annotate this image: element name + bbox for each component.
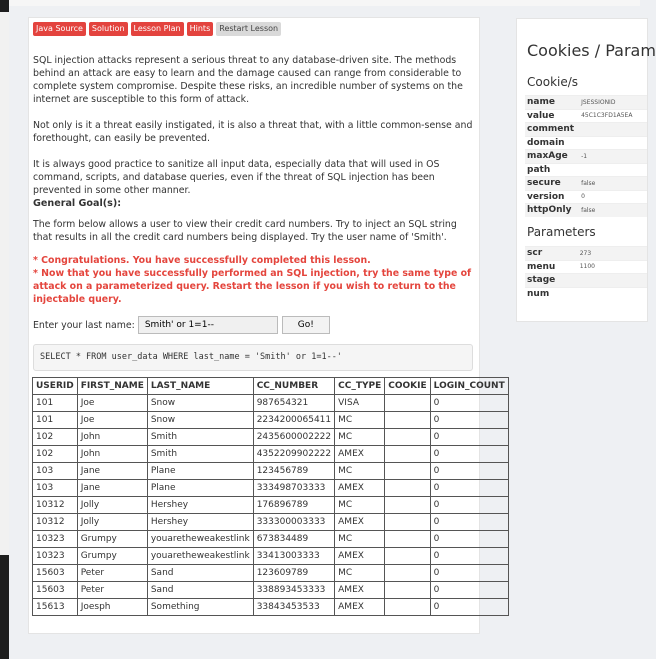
table-cell: 102	[33, 429, 78, 446]
kv-key: value	[525, 109, 578, 123]
column-header: COOKIE	[385, 378, 430, 395]
kv-value: false	[578, 177, 647, 191]
table-cell: 0	[430, 497, 508, 514]
kv-key: menu	[525, 260, 577, 274]
table-cell: AMEX	[335, 446, 385, 463]
kv-value	[578, 163, 647, 177]
table-row	[33, 599, 509, 616]
table-cell: Snow	[147, 412, 253, 429]
table-cell: Joesph	[77, 599, 147, 616]
table-cell: 10312	[33, 514, 78, 531]
table-cell: youaretheweakestlink	[147, 548, 253, 565]
table-row	[33, 497, 509, 514]
table-cell	[385, 497, 430, 514]
table-cell: 0	[430, 429, 508, 446]
table-cell: 15603	[33, 582, 78, 599]
table-cell: 0	[430, 480, 508, 497]
table-cell	[385, 480, 430, 497]
table-body	[33, 395, 509, 616]
params-table	[525, 246, 647, 300]
kv-value: 0	[578, 190, 647, 204]
table-cell: Jolly	[77, 514, 147, 531]
kv-key: num	[525, 287, 577, 300]
lesson-content	[33, 54, 474, 306]
lesson-plan-button[interactable]: Lesson Plan	[131, 22, 184, 36]
table-cell: youaretheweakestlink	[147, 531, 253, 548]
table-cell: 0	[430, 548, 508, 565]
table-cell: AMEX	[335, 599, 385, 616]
table-row	[33, 429, 509, 446]
table-cell: John	[77, 446, 147, 463]
table-cell: 0	[430, 531, 508, 548]
lesson-paragraph: SQL injection attacks represent a serious threat to any database-driven site. The methods behind an attack are easy to learn and the damage caused can range from considerable to complete system compromise. Despite these risks, an incredible number of systems on the internet are susceptible to this form of attack.	[33, 55, 463, 105]
table-cell	[385, 599, 430, 616]
results-table	[32, 377, 509, 616]
table-cell: 0	[430, 412, 508, 429]
table-row	[33, 548, 509, 565]
table-row	[33, 446, 509, 463]
table-cell: 10312	[33, 497, 78, 514]
kv-row	[525, 260, 647, 274]
kv-value	[578, 136, 647, 150]
table-row	[33, 582, 509, 599]
table-cell: 102	[33, 446, 78, 463]
table-cell: 987654321	[253, 395, 334, 412]
table-cell: Jane	[77, 480, 147, 497]
table-row	[33, 531, 509, 548]
table-cell: 333300003333	[253, 514, 334, 531]
table-cell: 10323	[33, 531, 78, 548]
success-message: * Now that you have successfully performed an SQL injection, try the same type of attack on a parameterized query. Restart the lesson if you wish to return to the injectable query.	[33, 268, 472, 305]
kv-value: 1100	[577, 260, 647, 274]
column-header: CC_NUMBER	[253, 378, 334, 395]
table-cell: Something	[147, 599, 253, 616]
table-cell: Plane	[147, 480, 253, 497]
table-cell: 33413003333	[253, 548, 334, 565]
left-edge	[0, 0, 9, 659]
table-cell: Smith	[147, 429, 253, 446]
table-cell: Sand	[147, 582, 253, 599]
kv-key: secure	[525, 177, 578, 191]
left-edge-block	[0, 0, 9, 12]
solution-button[interactable]: Solution	[89, 22, 128, 36]
table-cell: Snow	[147, 395, 253, 412]
table-cell: Grumpy	[77, 531, 147, 548]
table-cell: 101	[33, 412, 78, 429]
params-heading: Parameters	[527, 225, 596, 239]
success-message: * Congratulations. You have successfully completed this lesson.	[33, 255, 371, 266]
table-cell: 103	[33, 480, 78, 497]
table-cell	[385, 395, 430, 412]
lastname-label: Enter your last name:	[33, 319, 135, 331]
kv-row	[525, 177, 647, 191]
table-cell: Grumpy	[77, 548, 147, 565]
table-cell: 123456789	[253, 463, 334, 480]
table-cell: Joe	[77, 412, 147, 429]
sql-query-display: SELECT * FROM user_data WHERE last_name = 'Smith' or 1=1--'	[33, 344, 473, 371]
lesson-panel	[28, 17, 505, 634]
table-cell	[385, 565, 430, 582]
table-cell: 0	[430, 446, 508, 463]
table-cell: 2234200065411	[253, 412, 334, 429]
table-cell: Plane	[147, 463, 253, 480]
table-cell: 103	[33, 463, 78, 480]
lastname-form	[33, 316, 330, 334]
kv-key: httpOnly	[525, 204, 578, 217]
table-cell: 2435600002222	[253, 429, 334, 446]
kv-row	[525, 287, 647, 300]
kv-row	[525, 123, 647, 137]
cookies-params-panel	[516, 18, 656, 322]
table-cell: 4352209902222	[253, 446, 334, 463]
table-cell: VISA	[335, 395, 385, 412]
kv-key: stage	[525, 274, 577, 288]
table-cell: Smith	[147, 446, 253, 463]
table-row	[33, 514, 509, 531]
left-edge-block	[0, 555, 9, 659]
table-cell: 101	[33, 395, 78, 412]
table-cell: Peter	[77, 565, 147, 582]
kv-row	[525, 190, 647, 204]
kv-row	[525, 163, 647, 177]
java-source-button[interactable]: Java Source	[33, 22, 86, 36]
table-cell: 0	[430, 463, 508, 480]
go-button[interactable]: Go!	[282, 316, 330, 334]
restart-lesson-button[interactable]: Restart Lesson	[216, 22, 281, 36]
table-cell: 123609789	[253, 565, 334, 582]
table-cell: MC	[335, 412, 385, 429]
table-cell: 0	[430, 565, 508, 582]
column-header: FIRST_NAME	[77, 378, 147, 395]
kv-row	[525, 204, 647, 217]
lesson-paragraph: Not only is it a threat easily instigated, it is also a threat that, with a little common-sense and forethought, can easily be prevented.	[33, 120, 473, 144]
lesson-paragraph: It is always good practice to sanitize all input data, especially data that will used in OS command, scripts, and database queries, even if the threat of SQL injection has been prevented in some other manner.	[33, 159, 440, 196]
table-cell	[385, 582, 430, 599]
table-row	[33, 565, 509, 582]
table-cell: Jolly	[77, 497, 147, 514]
table-cell: 33843453533	[253, 599, 334, 616]
table-cell	[385, 429, 430, 446]
table-cell	[385, 412, 430, 429]
kv-key: domain	[525, 136, 578, 150]
kv-value: false	[578, 204, 647, 217]
table-cell: AMEX	[335, 514, 385, 531]
table-cell: Jane	[77, 463, 147, 480]
table-cell: MC	[335, 429, 385, 446]
table-cell: MC	[335, 531, 385, 548]
table-cell: John	[77, 429, 147, 446]
kv-key: name	[525, 96, 578, 110]
table-cell: AMEX	[335, 480, 385, 497]
top-strip	[0, 0, 640, 6]
column-header: LOGIN_COUNT	[430, 378, 508, 395]
table-cell: 15603	[33, 565, 78, 582]
kv-value	[578, 123, 647, 137]
table-cell: Hershey	[147, 514, 253, 531]
kv-value: 273	[577, 247, 647, 261]
kv-value: 45C1C3FD1A5EA	[578, 109, 647, 123]
table-cell: 333498703333	[253, 480, 334, 497]
kv-key: scr	[525, 247, 577, 261]
kv-row	[525, 96, 647, 110]
table-cell	[385, 446, 430, 463]
kv-value: JSESSIONID	[578, 96, 647, 110]
lesson-toolbar	[33, 22, 281, 36]
kv-key: maxAge	[525, 150, 578, 164]
column-header: CC_TYPE	[335, 378, 385, 395]
kv-row	[525, 136, 647, 150]
kv-key: comment	[525, 123, 578, 137]
table-row	[33, 395, 509, 412]
kv-row	[525, 150, 647, 164]
table-cell: 673834489	[253, 531, 334, 548]
table-cell: MC	[335, 565, 385, 582]
table-row	[33, 463, 509, 480]
table-cell: MC	[335, 497, 385, 514]
kv-row	[525, 247, 647, 261]
table-cell: Hershey	[147, 497, 253, 514]
cookie-table	[525, 95, 647, 217]
table-cell: Sand	[147, 565, 253, 582]
kv-row	[525, 274, 647, 288]
table-cell: Peter	[77, 582, 147, 599]
cookie-heading: Cookie/s	[527, 75, 579, 89]
table-cell	[385, 548, 430, 565]
hints-button[interactable]: Hints	[187, 22, 214, 36]
table-cell: AMEX	[335, 548, 385, 565]
table-cell: 15613	[33, 599, 78, 616]
lastname-input[interactable]	[138, 316, 278, 334]
table-header-row	[33, 378, 509, 395]
table-cell: 338893453333	[253, 582, 334, 599]
table-cell	[385, 463, 430, 480]
goal-text: The form below allows a user to view their credit card numbers. Try to inject an SQL string that results in all the credit card numbers being displayed. Try the user name of 'Smith'.	[33, 219, 457, 243]
column-header: LAST_NAME	[147, 378, 253, 395]
table-cell: MC	[335, 463, 385, 480]
kv-value: -1	[578, 150, 647, 164]
table-cell	[385, 514, 430, 531]
table-cell: 10323	[33, 548, 78, 565]
column-header: USERID	[33, 378, 78, 395]
table-cell	[385, 531, 430, 548]
table-cell: 0	[430, 514, 508, 531]
kv-key: path	[525, 163, 578, 177]
table-cell: 0	[430, 582, 508, 599]
kv-row	[525, 109, 647, 123]
kv-value	[577, 287, 647, 300]
table-cell: 0	[430, 395, 508, 412]
table-row	[33, 412, 509, 429]
table-cell: Joe	[77, 395, 147, 412]
panel-title: Cookies / Param	[527, 41, 656, 60]
table-cell: AMEX	[335, 582, 385, 599]
table-row	[33, 480, 509, 497]
table-cell: 176896789	[253, 497, 334, 514]
kv-value	[577, 274, 647, 288]
table-cell: 0	[430, 599, 508, 616]
kv-key: version	[525, 190, 578, 204]
goal-heading: General Goal(s):	[33, 198, 122, 209]
